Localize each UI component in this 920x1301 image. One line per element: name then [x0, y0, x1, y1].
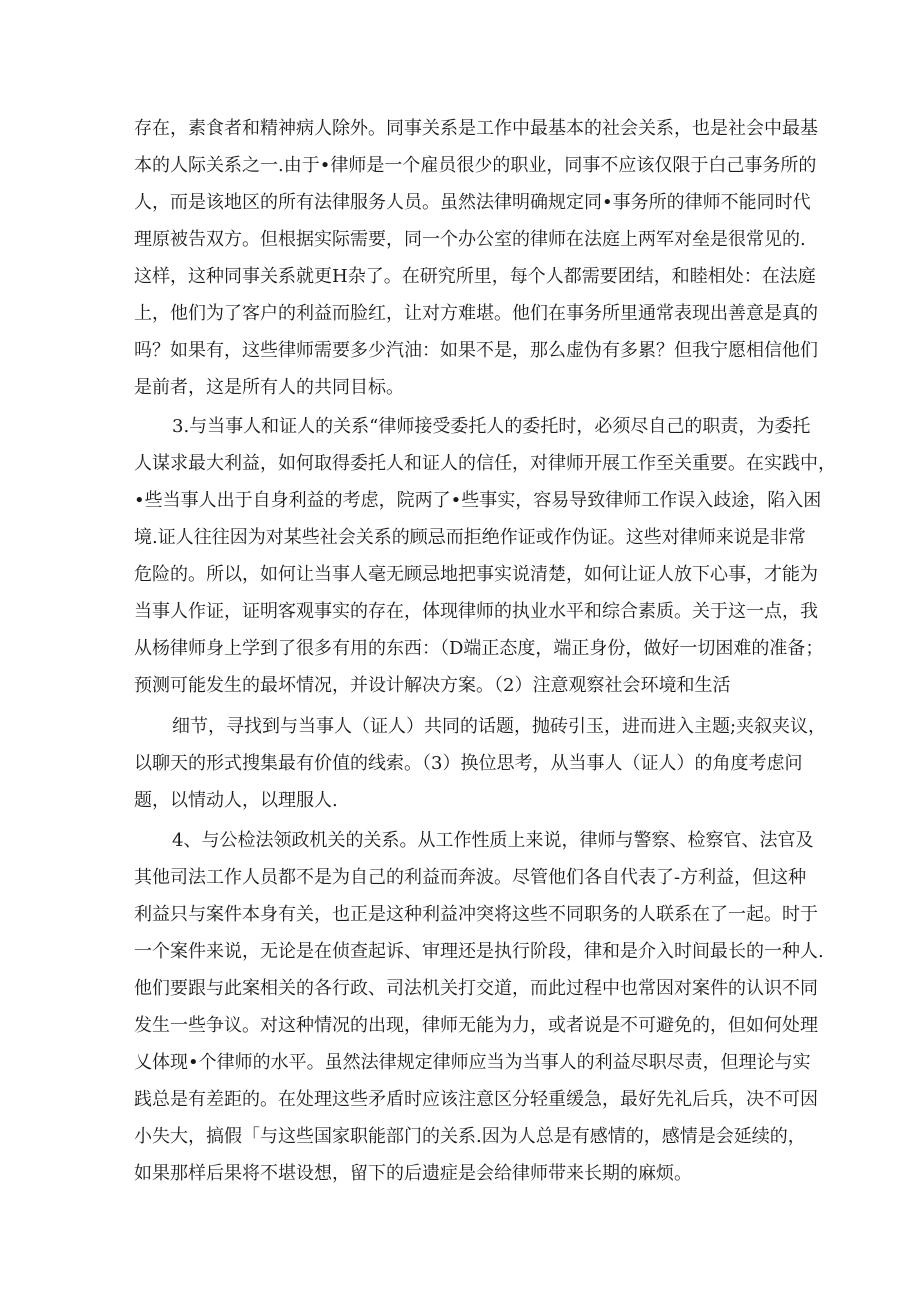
text-line: 其他司法工作人员都不是为自己的利益而奔波。尽管他们各自代表了-方利益，但这种 — [134, 867, 807, 888]
text-line: 一个案件来说，无论是在侦查起诉、审理还是执行阶段，律和是介入时间最长的一种人. — [134, 941, 824, 962]
text-line: 存在，素食者和精神病人除外。同事关系是工作中最基本的社会关系，也是社会中最基 — [134, 118, 818, 139]
text-line: •些当事人出于自身利益的考虑，院两了•些事实，容易导致律师工作误入歧途，陷入困 — [134, 490, 822, 511]
text-line: 吗？如果有，这些律师需要多少汽油：如果不是，那么虚伪有多累？但我宁愿相信他们 — [134, 340, 818, 361]
text-line: 是前者，这是所有人的共同目标。 — [134, 377, 404, 398]
text-line: 他们要跟与此案相关的各行政、司法机关打交道，而此过程中也常因对案件的认识不同 — [134, 978, 818, 999]
text-line: 理原被告双方。但根据实际需要，同一个办公室的律师在法庭上两军对垒是很常见的. — [134, 229, 806, 250]
text-line: 从杨律师身上学到了很多有用的东西：（D端正态度，端正身份，做好一切困难的准备； — [134, 638, 824, 659]
paragraph-heading: 4、与公检法领政机关的关系。从工作性质上来说，律师与警察、检察官、法官及 — [172, 830, 814, 851]
text-line: 上，他们为了客户的利益而脸红，让对方难堪。他们在事务所里通常表现出善意是真的 — [134, 303, 818, 324]
text-line: 发生一些争议。对这种情况的出现，律师无能为力，或者说是不可避免的，但如何处理 — [134, 1015, 818, 1036]
text-line: 小失大，搞假「与这些国家职能部门的关系.因为人总是有感情的，感情是会延续的， — [134, 1126, 806, 1147]
text-line: 人谋求最大利益，如何取得委托人和证人的信任，对律师开展工作至关重要。在实践中， — [134, 453, 836, 474]
text-line: 如果那样后果将不堪设想，留下的后遗症是会给律师带来长期的麻烦。 — [134, 1163, 692, 1184]
text-line: 细节，寻找到与当事人（证人）共同的话题，抛砖引玉，进而进入主题;夹叙夹议， — [172, 716, 827, 737]
text-line: 境.证人往往因为对某些社会关系的顾忌而拒绝作证或作伪证。这些对律师来说是非常 — [134, 527, 806, 548]
text-line: 乂体现•个律师的水平。虽然法律规定律师应当为当事人的利益尽职尽责，但理论与实 — [134, 1052, 811, 1073]
paragraph-heading: 3.与当事人和证人的关系“律师接受委托人的委托时，必须尽自己的职责，为委托 — [172, 416, 811, 437]
text-line: 这样，这种同事关系就更H杂了。在研究所里，每个人都需要团结，和睦相处：在法庭 — [134, 266, 816, 287]
text-line: 预测可能发生的最坏情况，并设计解决方案。（2）注意观察社会环境和生活 — [134, 675, 731, 696]
text-line: 题，以情动人，以理服人. — [134, 790, 338, 811]
text-line: 危险的。所以，如何让当事人毫无顾忌地把事实说清楚，如何让证人放下心事，才能为 — [134, 564, 818, 585]
text-line: 当事人作证，证明客观事实的存在，体现律师的执业水平和综合素质。关于这一点，我 — [134, 601, 818, 622]
text-line: 践总是有差距的。在处理这些矛盾时应该注意区分轻重缓急，最好先礼后兵，决不可因 — [134, 1089, 818, 1110]
text-line: 本的人际关系之一.由于•律师是一个雇员很少的职业，同事不应该仅限于白己事务所的 — [134, 155, 817, 176]
text-line: 以聊天的形式搜集最有价值的线索。（3）换位思考，从当事人（证人）的角度考虑问 — [134, 753, 803, 774]
text-line: 利益只与案件本身有关，也正是这种利益冲突将这些不同职务的人联系在了一起。时于 — [134, 904, 818, 925]
text-line: 人，而是该地区的所有法律服务人员。虽然法律明确规定同•事务所的律师不能同时代 — [134, 192, 811, 213]
